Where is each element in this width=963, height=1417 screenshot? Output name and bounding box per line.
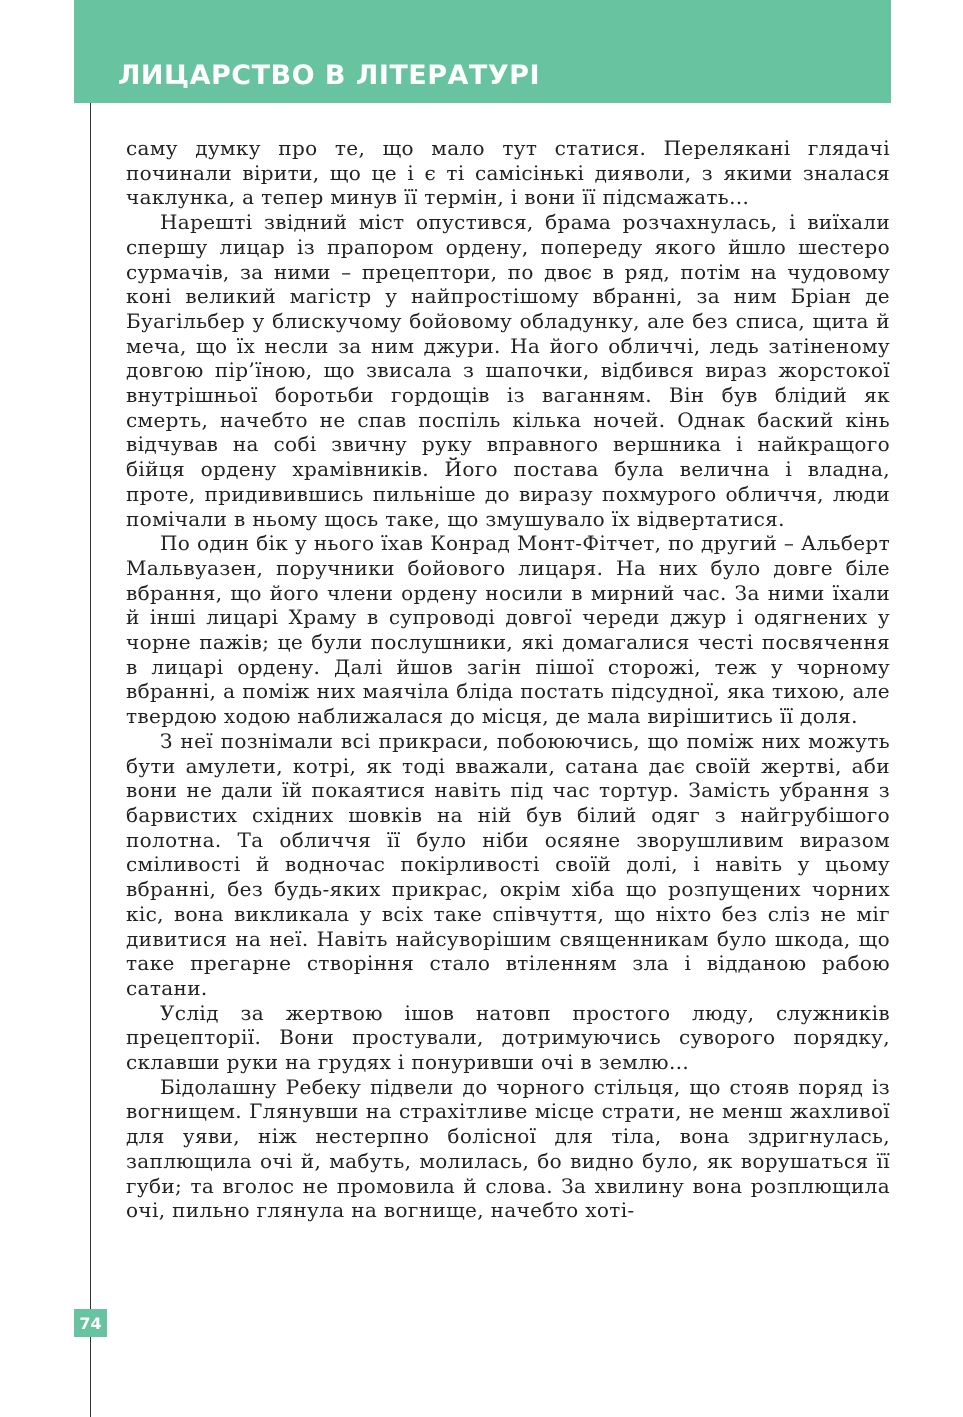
chapter-title: ЛИЦАРСТВО В ЛІТЕРАТУРІ [118, 60, 540, 91]
paragraph-4: З неї познімали всі прикраси, побоюючись, що поміж них можуть бути амулети, котрі, як тоді вважали, сатана дає своїй жертві, аби вони не дали їй покаятися навіть під час тортур. Замість убрання з барвистих східних шовків на ній був білий одяг з найгрубішого полотна. Та обличчя її було ніби осяяне зворушливим виразом сміливості й водночас покірливості своїй долі, і навіть у цьому вбранні, без будь-яких прикрас, окрім хіба що розпущених чорних кіс, вона викликала у всіх таке співчуття, що ніхто без сліз не міг дивитися на неї. Навіть найсуворішим священникам було шкода, що таке прегарне створіння стало втіленням зла і відданою рабою сатани. [126, 728, 890, 1000]
paragraph-3: По один бік у нього їхав Конрад Монт-Фітчет, по другий – Альберт Мальвуазен, поручники бойового лицаря. На них було довге біле вбрання, що його члени ордену носили в мирний час. За ними їхали й інші лицарі Храму в супроводі довгої череди джур і одягнених у чорне пажів; це були послушники, які домагалися честі посвячення в лицарі ордену. Далі йшов загін пішої сторожі, теж у чорному вбранні, а поміж них маячіла бліда постать підсудної, яка тихою, але твердою ходою наближалася до місця, де мала вирішитись її доля. [126, 531, 890, 729]
main-text [126, 136, 890, 1223]
paragraph-1: саму думку про те, що мало тут статися. Перелякані глядачі починали вірити, що це і є ті самісінькі дияволи, з якими зналася чаклунка, а тепер минув її термін, і вони її підсмажать… [126, 136, 890, 210]
page-number: 74 [74, 1309, 107, 1337]
margin-rule [90, 103, 91, 1417]
paragraph-6: Бідолашну Ребеку підвели до чорного стільця, що стояв поряд із вогнищем. Глянувши на страхітливе місце страти, не менш жахливої для уяви, ніж нестерпно болісної для тіла, вона здригнулась, заплющила очі й, мабуть, молилась, бо видно було, як ворушаться її губи; та вголос не промовила й слова. За хвилину вона розплющила очі, пильно глянула на вогнище, начебто хоті- [126, 1074, 890, 1223]
paragraph-5: Услід за жертвою ішов натовп простого люду, служників прецепторії. Вони простували, дотримуючись суворого порядку, склавши руки на грудях і понуривши очі в землю… [126, 1000, 890, 1075]
paragraph-2: Нарешті звідний міст опустився, брама розчахнулась, і виїхали спершу лицар із прапором ордену, попереду якого йшло шестеро сурмачів, за ними – прецептори, по двоє в ряд, потім на чудовому коні великий магістр у найпростішому вбранні, за ним Бріан де Буагільбер у блискучому бойовому обладунку, але без списа, щита й меча, що їх несли за ним джури. На його обличчі, ледь затіненому довгою пір’їною, що звисала з шапочки, відбився вираз жорстокої внутрішньої боротьби гордощів із ваганням. Він був блідий як смерть, начебто не спав поспіль кілька ночей. Однак баский кінь відчував на собі звичну руку вправного вершника і найкращого бійця ордену храмівників. Його постава була велична і владна, проте, придивившись пильніше до виразу похмурого обличчя, люди помічали в ньому щось таке, що змушувало їх відвертатися. [126, 210, 890, 531]
